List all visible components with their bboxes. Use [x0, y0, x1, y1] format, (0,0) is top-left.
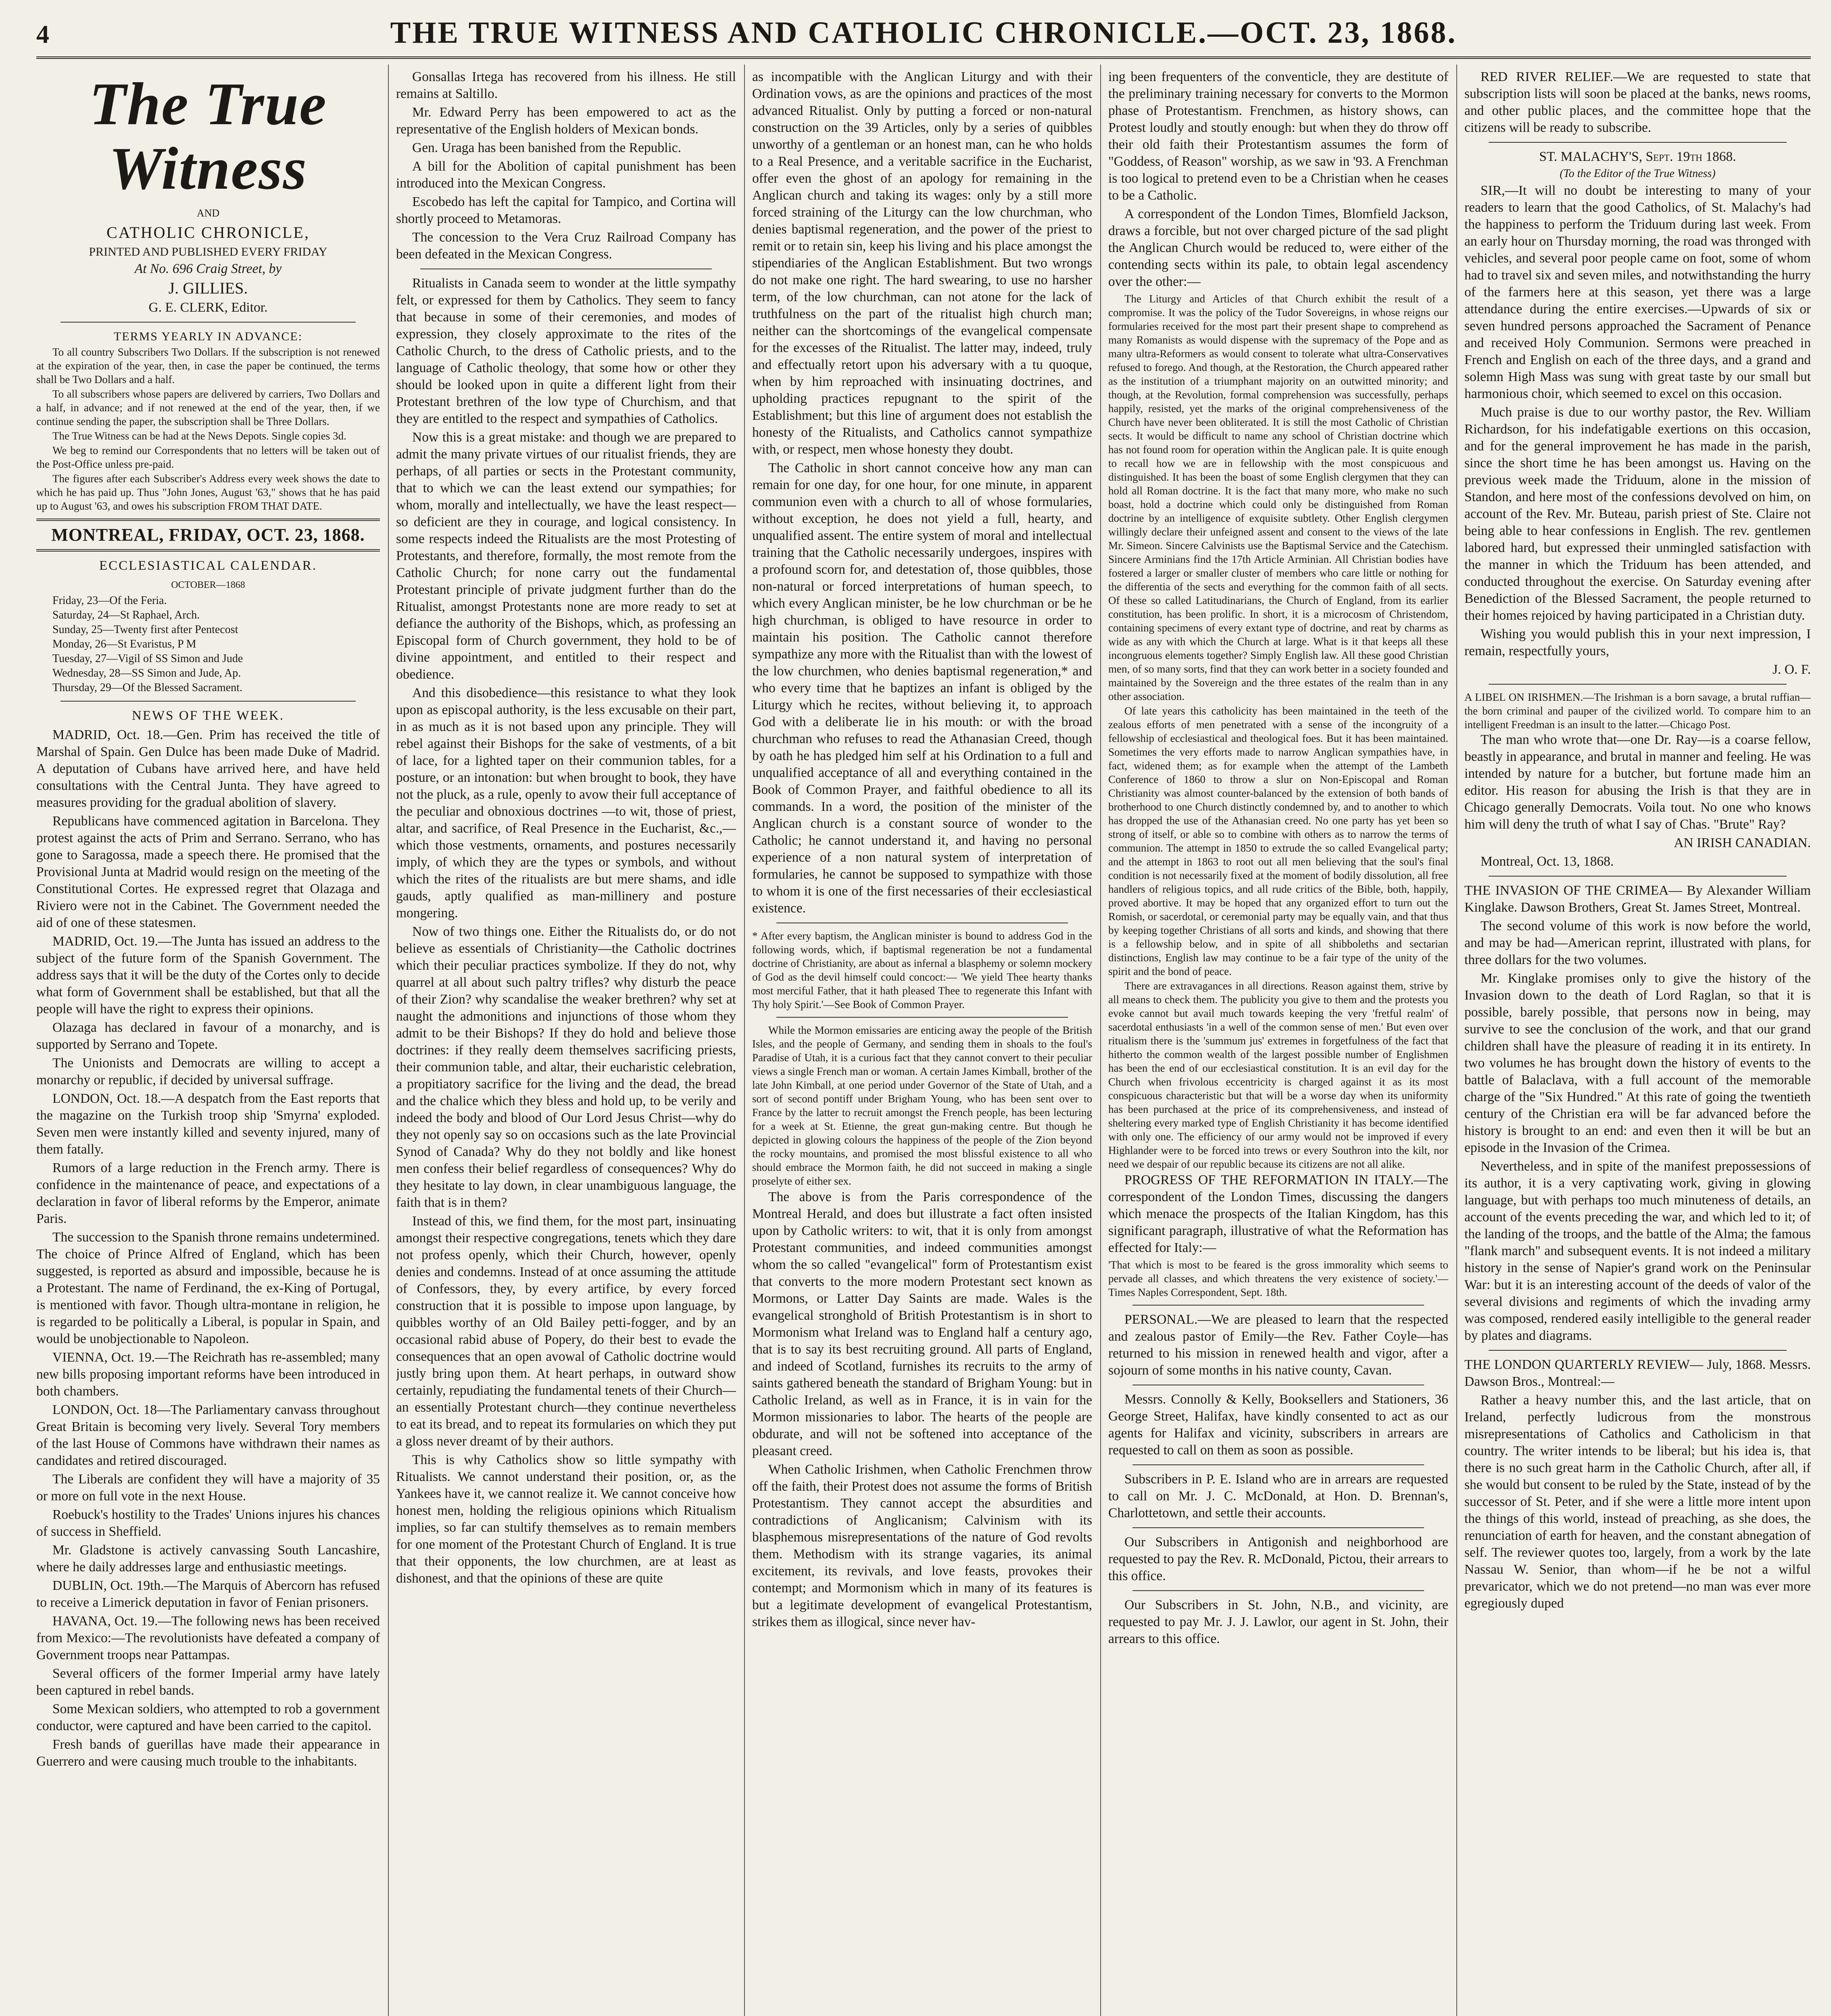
column-5 [1464, 69, 1811, 2016]
article-paragraph: Gen. Uraga has been banished from the Republic. [412, 140, 681, 155]
review-paragraph: The second volume of this work is now before the world, and may be had—American reprint, illustrated with plans, for three dollars for the two volumes. [1464, 918, 1811, 967]
news-item: The Liberals are confident they will have a majority of 35 or more on full vote in the next House. [36, 1472, 380, 1504]
news-item: Some Mexican soldiers, who attempted to rob a government conductor, were captured and have been carried to the capitol. [36, 1702, 380, 1733]
calendar-entry: Thursday, 29—Of the Blessed Sacrament. [52, 681, 242, 694]
article-paragraph: The concession to the Vera Cruz Railroad Company has been defeated in the Mexican Congress. [396, 230, 736, 262]
publisher-name: J. GILLIES. [168, 279, 248, 297]
news-heading: NEWS OF THE WEEK. [132, 708, 284, 723]
masthead [36, 12, 1811, 59]
quoted-paragraph: Of late years this catholicity has been maintained in the teeth of the zealous efforts of men penetrated with a sense of the incongruity of a fellowship of ecclesiastical and theological foes. But it has been maintained. Sometimes the very efforts made to narrow Anglican sympathies have, in fact, widened them; as for example when the attempt of the Lambeth Conference of 1860 to throw a slur on Non-Episcopal and Roman Christianity was almost counter-balanced by the extension of both bands of brotherhood to one Church distinctly condemned by, and to another to which has dropped the use of the Athanasian creed. No one party has yet been so strong of itself, or able so to combine with others as to narrow the terms of communion. The attempt in 1850 to extrude the so called Evangelical party; and the attempt in 1863 to root out all men believing that the soul's final condition is not necessarily fixed at the moment of bodily dissolution, all free handlers of religious topics, and all rude critics of the Bible, both, happily, proved abortive. It may be hoped that any organized effort to turn out the Romish, or sacerdotal, or ceremonial party may be equally vain, and that thus by keeping together Christians of all sorts and kinds, and showing that there is a fellowship below, and in spite of all shibboleths and sectarian distinctions, English law may continue to be a fair type of the unity of the spirit and the bond of peace. [1108, 705, 1448, 977]
terms-item: To all country Subscribers Two Dollars. If the subscription is not renewed at the expiration of the year, then, in case the paper be continued, the terms shall be Two Dollars and a half. [36, 346, 380, 385]
news-item: The Unionists and Democrats are willing to accept a monarchy or republic, if decided by universal suffrage. [36, 1056, 380, 1087]
divider [60, 322, 356, 323]
red-river-item [1464, 69, 1811, 136]
paper-subtitle: CATHOLIC CHRONICLE, [106, 223, 310, 242]
quarterly-intro: — July, 1868. Messrs. Dawson Bros., Montreal:— [1464, 1357, 1811, 1389]
calendar-entry: Saturday, 24—St Raphael, Arch. [52, 609, 200, 621]
column-1 [36, 69, 380, 2016]
news-item: The succession to the Spanish throne remains undetermined. The choice of Prince Alfred of England, which has been suggested, is reported as absurd and impossible, because he is a Protestant. The name of Ferdinand, the ex-King of Portugal, is mentioned with favor. Though ultra-montane in religion, he is regarded to be politically a Liberal, is popular in Spain, and would be unobjectionable to Napoleon. [36, 1230, 380, 1346]
news-block [36, 727, 380, 1770]
terms-block [36, 345, 380, 513]
double-rule [36, 549, 380, 552]
calendar-entry: Tuesday, 27—Vigil of SS Simon and Jude [52, 652, 243, 665]
column-4 [1108, 69, 1448, 2016]
news-item: Roebuck's hostility to the Trades' Unions injures his chances of success in Sheffield. [36, 1507, 380, 1539]
editor-name: G. E. CLERK, Editor. [148, 300, 268, 315]
article-paragraph: as incompatible with the Anglican Liturgy and with their Ordination vows, as are the opinions and practices of the most advanced Ritualist. Only by putting a forced or non-natural construction on the 39 Articles, only by a series of quibbles unworthy of a gentleman or an honest man, can he who holds to a Real Presence, and a veritable sacrifice in the Eucharist, offer even the ghost of an apology for remaining in the Anglican church and taking its wages: only by a still more forced straining of the Liturgy can the low churchman, who denies baptismal regeneration, and the power of the priest to remit or to retain sin, keep his living and his place amongst the stipendiaries of the Anglican Establishment. But two wrongs do not make one right. The hard swearing, to use no harsher term, of the low churchman, can not atone for the lack of truthfulness on the part of the ritualist high church man; neither can the shortcomings of the evangelical compensate for the excesses of the Ritualist. The latter may, indeed, truly and effectually retort upon his adversary with a tu quoque, when by him reproached with insinuating doctrines, and upholding practices repugnant to the spirit of the Establishment; but this line of argument does not establish the honesty of the Ritualists, and Catholics cannot sympathize with, or respect, men whose honesty they doubt. [752, 69, 1092, 457]
article-paragraph: The above is from the Paris correspondence of the Montreal Herald, and does but illustrate a fact often insisted upon by Catholic writers: to wit, that it is only from amongst Protestant communities, and indeed communities amongst whom the so called "evangelical" form of Protestantism exist that converts to the more modern Protestant sect known as Mormons, or Latter Day Saints are made. Wales is the evangelical stronghold of British Protestantism is in short to Mormonism what Ireland was to England half a century ago, that is to say its best recruiting ground. All parts of England, and indeed of Scotland, furnishes its recruits to the army of saints gathered beneath the standard of Brigham Young: but in Catholic Ireland, as well as in France, it is in vain for the Mormon missionaries to labor. The hearts of the people are obdurate, and will not be softened into acceptance of the pleasant creed. [752, 1189, 1092, 1458]
news-item: MADRID, Oct. 18.—Gen. Prim has received the title of Marshal of Spain. Gen Dulce has been made Duke of Madrid. A deputation of Cubans have arrived here, and have held consultations with the Central Junta. They have agreed to measures providing for the gradual abolition of slavery. [36, 727, 380, 810]
news-item: LONDON, Oct. 18—The Parliamentary canvass throughout Great Britain is becoming very lively. Several Tory members of the last House of Commons have withdrawn their names as candidates and retired discouraged. [36, 1402, 380, 1468]
quoted-block [752, 1023, 1092, 1188]
red-river-text: —We are requested to state that subscription lists will soon be placed at the banks, news rooms, and other public places, and the committee hope that the citizens will be ready to subscribe. [1464, 69, 1811, 135]
page-number-left: 4 [36, 20, 49, 48]
dateline: MONTREAL, FRIDAY, OCT. 23, 1868. [51, 525, 365, 545]
news-item: Fresh bands of guerillas have made their appearance in Guerrero and were causing much trouble to the inhabitants. [36, 1737, 380, 1769]
progress-quote: 'That which is most to be feared is the gross immorality which seems to pervade all classes, and which threatens the very existence of society.'—Times Naples Correspondent, Sept. 18th. [1108, 1259, 1448, 1298]
calendar-heading: ECCLESIASTICAL CALENDAR. [99, 558, 317, 573]
libel-reply: The man who wrote that—one Dr. Ray—is a coarse fellow, beastly in appearance, and brutal in manner and feeling. He was intended by nature for a butcher, but fortune made him an editor. His reason for abusing the Irish is that they are in Chicago generally Democrats. Voila tout. No one who knows him will deny the truth of what I say of Chas. "Brute" Ray? [1464, 732, 1811, 832]
letter-heading: ST. MALACHY'S, Sept. 19th 1868. [1539, 149, 1736, 164]
progress-item [1108, 1172, 1448, 1256]
personal-text: —We are pleased to learn that the respected and zealous pastor of Emily—the Rev. Father Coyle—has returned to his mission in renewed health and vigor, after a sojourn of some months in his native county, Cavan. [1108, 1312, 1448, 1378]
article-paragraph: Ritualists in Canada seem to wonder at the little sympathy felt, or expressed for them by Catholics. They seem to fancy that because in some of their ceremonies, and modes of expression, they closely approximate to the rites of the Catholic Church, to the dress of Catholic priests, and to the language of Catholic theology, that some how or other they should be looked upon in quite a different light from their Protestant brethren of the low type of Churchism, and that they are entitled to the respect and sympathies of Catholics. [396, 276, 736, 426]
article-paragraph: A correspondent of the London Times, Blomfield Jackson, draws a forcible, but not over charged picture of the sad plight the Anglican Church would be reduced to, were either of the contending sects within its pale, to obtain legal ascendency over the other:— [1108, 206, 1448, 289]
news-item: VIENNA, Oct. 19.—The Reichrath has re-assembled; many new bills proposing important reforms have been introduced in both chambers. [36, 1350, 380, 1399]
column-rule [1456, 65, 1457, 2016]
divider [1132, 1464, 1424, 1465]
article-paragraph: The Catholic in short cannot conceive how any man can remain for one day, for one hour, for one minute, in apparent communion even with a church to all of whose formularies, without exception, he does not yield a full, hearty, and unqualified assent. The entire system of moral and intellectual training that the Catholic necessarily undergoes, inspires with a profound scorn for, and detestation of, those quibbles, those non-natural or forced interpretations of human speech, to which every Anglican minister, be he low churchman or be he high churchman, is obliged to have resource in order to maintain his position. The Catholic cannot therefore sympathize any more with the Ritualist than with the lowest of the low churchmen, who denies baptismal regeneration,* and who every time that he baptizes an infant is obliged by the Liturgy which he recites, without believing it, to approach God with a deliberate lie in his mouth: or with the broad churchman who refuses to read the Athanasian Creed, though by oath he has pledged him self at his Ordination to a full and unqualified acceptance of all and everything contained in the Book of Common Prayer, and faithful obedience to all its commands. In a word, the position of the minister of the Anglican church is a constant source of wonder to the Catholic; he cannot understand it, and having no personal experience of a non natural system of interpretation of formularies, he cannot be supposed to sympathize with those to whom it is one of the first necessaries of their ecclesiastical existence. [752, 460, 1092, 916]
article-paragraph: When Catholic Irishmen, when Catholic Frenchmen throw off the faith, their Protest does not assume the forms of British Protestantism. They cannot accept the absurdities and contradictions of Anglicanism; Calvinism with its blasphemous misrepresentations of the nature of God revolts them. Methodism with its strange vagaries, its animal excitement, its revivals, and love feasts, provokes their contempt; and Mormonism which in many of its features is but a legitimate development of evangelical Protestantism, strikes them as illogical, since never hav- [752, 1462, 1092, 1629]
printed-line: PRINTED AND PUBLISHED EVERY FRIDAY [89, 245, 327, 258]
review-paragraph: Nevertheless, and in spite of the manifest prepossessions of its author, it is a very captivating work, giving in glowing language, but with perhaps too much minuteness of details, an account of the events preceding the war, and which led to it; of the landing of the troops, and the battle of the Alma; the famous "flank march" and subsequent events. It is not indeed a military history in the sense of Napier's grand work on the Peninsular War: but it is an interesting account of the deeds of valor of the several divisions and regiments of which the invading army was composed, rendered easily intelligible to the general reader by plates and diagrams. [1464, 1159, 1811, 1343]
quoted-paragraph: There are extravagances in all directions. Reason against them, strive by all means to check them. The publicity you give to them and the protests you evoke cannot but avail much towards keeping the very 'fretful realm' of sacerdotal enthusiasts 'in a well of the common sense of men.' But even over ritualism there is the 'summum jus' extremes in forgetfulness of the fact that hitherto the common wealth of the largest possible number of Englishmen has been the end of our ecclesiastical constitution. It is an evil day for the Church when frivolous eccentricity is charged against it as its most conspicuous characteristic but that will be a worse day when its uniformity has been purchased at the price of its comprehensiveness, and instead of sheltering every marked type of English Christianity it has become identified with only one. The efficiency of our army would not be improved if every Highlander were to be forced into trews or every Southron into the kilt, nor need we despair of our republic because its citizens are not all alike. [1108, 980, 1448, 1170]
article-paragraph: This is why Catholics show so little sympathy with Ritualists. We cannot understand their position, or, as the Yankees have it, we cannot realize it. We cannot conceive how honest men, holding the religious opinions which Ritualism implies, so far can stultify themselves as to remain members for one moment of the Protestant Church of England. It is true that their opponents, the low churchmen, are at least as dishonest, and that the opinions of these are quite [396, 1452, 736, 1586]
column-rule [744, 65, 745, 2016]
calendar-entry: Sunday, 25—Twenty first after Pentecost [52, 623, 238, 636]
news-item: Mr. Gladstone is actively canvassing South Lancashire, where he daily addresses large and enthusiastic meetings. [36, 1543, 380, 1574]
quarterly-item [1464, 1356, 1811, 1390]
agent-notice: Messrs. Connolly & Kelly, Booksellers and Stationers, 36 George Street, Halifax, have kindly consented to act as our agents for Halifax and vicinity, subscribers in arrears are requested to call on them as soon as possible. [1108, 1392, 1448, 1458]
article-paragraph: Mr. Edward Perry has been empowered to act as the representative of the English holders of Mexican bonds. [396, 105, 736, 137]
news-item: Rumors of a large reduction in the French army. There is confidence in the maintenance of peace, and expectations of a declaration in favor of liberal reforms by the Emperor, animate Paris. [36, 1160, 380, 1226]
calendar-entry: Wednesday, 28—SS Simon and Jude, Ap. [52, 667, 241, 679]
calendar-entry: Friday, 23—Of the Feria. [52, 594, 167, 607]
column-rule [388, 65, 389, 2016]
quoted-paragraph: While the Mormon emissaries are enticing away the people of the British Isles, and the people of Germany, and sending them in shoals to the foul's Paradise of Utah, it is a curious fact that they cannot convert to their peculiar views a single French man or woman. A certain James Kimball, brother of the late John Kimball, at one period under Governor of the State of Utah, and a sort of second pontiff under Brigham Young, who has been sent over to France by the latter to recruit amongst the French people, has been lecturing for a week at St. Etienne, the great gun-making centre. But though he depicted in glowing colours the happiness of the people of the Zion beyond the rocky mountains, and promised the most blissful existence to all who should embrace the Mormon faith, he did not succeed in making a single proselyte of either sex. [752, 1024, 1092, 1187]
agent-notice: Subscribers in P. E. Island who are in arrears are requested to call on Mr. J. C. McDonald, at Hon. D. Brennan's, Charlottetown, and settle their accounts. [1108, 1472, 1448, 1520]
paper-title: The True Witness [89, 71, 327, 202]
letter-paragraph: Wishing you would publish this in your next impression, I remain, respectfully yours, [1464, 627, 1811, 658]
divider [1132, 1590, 1424, 1591]
calendar-entry: Monday, 26—St Evaristus, P M [52, 638, 196, 650]
terms-item: The True Witness can be had at the News Depots. Single copies 3d. [52, 430, 346, 442]
libel-signature: AN IRISH CANADIAN. [1674, 835, 1811, 850]
news-item: DUBLIN, Oct. 19th.—The Marquis of Abercorn has refused to receive a Limerick deputation in favor of Fenian prisoners. [36, 1578, 380, 1610]
news-item: HAVANA, Oct. 19.—The following news has been received from Mexico:—The revolutionists have defeated a company of Government troops near Pattampas. [36, 1614, 380, 1662]
progress-heading: PROGRESS OF THE REFORMATION IN ITALY. [1124, 1173, 1414, 1187]
letter-address: (To the Editor of the True Witness) [1560, 167, 1716, 180]
article-paragraph: Now this is a great mistake: and though we are prepared to admit the many private virtues of our ritualist friends, they are perhaps, of all parties or sects in the Protestant community, that to which we can the least extend our sympathies; for whom, morally and intellectually, we have the least respect—so deficient are they in courage, and logical consistency. In some respects indeed the Ritualists are the most Protesting of Protestants, and therefore, formally, the most remote from the Catholic Church; for none carry out the fundamental Protestant principle of private judgment further than do the Ritualist, amongst Protestants none are more ready to set at defiance the authority of the Bishops, which, as professing an Episcopal form of Church government, they hold to be of divine appointment, and entitled to their respect and obedience. [396, 430, 736, 682]
article-paragraph: Escobedo has left the capital for Tampico, and Cortina will shortly proceed to Metamoras. [396, 194, 736, 226]
divider [1489, 142, 1787, 143]
news-item: LONDON, Oct. 18.—A despatch from the East reports that the magazine on the Turkish troop ship 'Smyrna' exploded. Seven men were instantly killed and seventy injured, many of them fatally. [36, 1091, 380, 1157]
review-paragraph: Mr. Kinglake promises only to give the history of the Invasion down to the death of Lord Raglan, so that it is possible, barely possible, that persons now in being, may survive to see the conclusion of the work, and that our grand children shall have the pleasure of reading it in its entirety. In two volumes he has brought down the history of events to the battle of Balaclava, with a full account of the memorable charge of the "Six Hundred." At this rate of going the twentieth century of the Christian era will be far advanced before the history is brought to an end: and even then it will be but an episode in the Invasion of the Crimea. [1464, 971, 1811, 1155]
divider [776, 1017, 1068, 1018]
letter-paragraph: SIR,—It will no doubt be interesting to many of your readers to learn that the good Catholics, of St. Malachy's had the happiness to perform the Triduum during last week. From an early hour on Thursday morning, the road was thronged with vehicles, and several poor people came on foot, some of whom had to travel six and seven miles, and notwithstanding the hurry of the farmers here at this season, yet there was a large attendance during the entire exercises.—Upwards of six or seven hundred persons approached the Sacrament of Penance and received Holy Communion. Sermons were preached in French and English on each of the three days, and a grand and solemn High Mass was sung with great taste by our small but harmonious choir, which seemed to excel on this occasion. [1464, 183, 1811, 401]
article-paragraph: Gonsallas Irtega has recovered from his illness. He still remains at Saltillo. [396, 69, 736, 101]
crimea-intro: — By Alexander William Kinglake. Dawson Brothers, Great St. James Street, Montreal. [1464, 883, 1811, 915]
crimea-heading: THE INVASION OF THE CRIMEA [1464, 883, 1669, 898]
column-2 [396, 69, 736, 2016]
running-head: THE TRUE WITNESS AND CATHOLIC CHRONICLE.—OCT. 23, 1868. [390, 16, 1457, 50]
personal-item [1108, 1311, 1448, 1379]
terms-item: The figures after each Subscriber's Address every week shows the date to which he has paid up. Thus "John Jones, August '63," shows that he has paid up to August '63, and owes his subscription FROM THAT DATE. [36, 473, 380, 512]
article-paragraph: Instead of this, we find them, for the most part, insinuating amongst their respective congregations, tenets which they dare not profess openly, which their Church, however, openly denies and condemns. Instead of at once assuming the attitude of Confessors, they, by every artifice, by every forced construction that it is possible to impose upon language, by quibbles worthy of an Old Bailey petti-fogger, and by an occasional rabid abuse of Popery, do their best to evade the consequences that an open avowal of Catholic doctrine would justly bring upon them. At heart perhaps, in outward show certainly, repudiating the fundamental tenets of their Church—an essentially Protestant church—they continue nevertheless to eat its bread, and to repeat its formularies on which they put a gloss never dreamt of by their authors. [396, 1214, 736, 1449]
column-3 [752, 69, 1092, 2016]
terms-item: To all subscribers whose papers are delivered by carriers, Two Dollars and a half, in advance; and if not renewed at the end of the year, then, if we continue sending the paper, the subscription shall be Three Dollars. [36, 388, 380, 427]
news-item: MADRID, Oct. 19.—The Junta has issued an address to the subject of the future form of the Spanish Government. The address says that it will be the duty of the Cortes only to decide what form of Government shall be established, but that all the people will have the right to express their opinions. [36, 934, 380, 1016]
divider [1489, 684, 1787, 685]
divider [1132, 1305, 1424, 1306]
double-rule [36, 519, 380, 521]
terms-heading: TERMS YEARLY IN ADVANCE: [113, 330, 303, 343]
quoted-block [1108, 292, 1448, 1171]
address-line: At No. 696 Craig Street, by [134, 261, 282, 276]
divider [60, 701, 356, 702]
masthead-and: AND [196, 207, 220, 219]
calendar-month: OCTOBER—1868 [171, 580, 245, 590]
divider [1489, 876, 1787, 877]
news-item: Several officers of the former Imperial army have lately been captured in rebel bands. [36, 1666, 380, 1698]
divider [1132, 1527, 1424, 1528]
libel-quote: A LIBEL ON IRISHMEN.—The Irishman is a born savage, a brutal ruffian—the born criminal and pauper of the civilized world. To compare him to an intelligent Freedman is an insult to the latter.—Chicago Post. [1464, 691, 1811, 731]
article-paragraph: And this disobedience—this resistance to what they look upon as episcopal authority, is the less excusable on their part, in as much as it is not based upon any principle. They will rebel against their Bishops for the sake of vestments, of a bit of lace, for a lighted taper on their communion tables, for a posture, or an intonation: but when brought to book, they have not the pluck, as a rule, openly to avow their full acceptance of the peculiar and obnoxious doctrines —to wit, those of priest, altar, and sacrifice, of Real Presence in the Eucharist, &c.,—which those vestments, ornaments, and postures necessarily imply, of which they are the types or symbols, and without which the rites of the ritualists are but mere shams, and idle gauds, aptly qualified as man-millinery and posture mongering. [396, 685, 736, 921]
letter-paragraph: Much praise is due to our worthy pastor, the Rev. William Richardson, for his indefatigable exertions on this occasion, and for the general improvement he has made in the parish, since the short time he has been amongst us. Having on the previous week made the Triduum, alone in the mission of Standon, and here most of the confessions devolved on him, on account of the Rev. Mr. Buteau, parish priest of Ste. Claire not being able to hear confessions in English. The rev. gentlemen labored hard, but expressed their unmingled satisfaction with the manner in which the Triduum has been attended, and conducted throughout the exercise. On Saturday evening after Benediction of the Blessed Sacrament, the people returned to their homes rejoiced by having participated in a Christian duty. [1464, 405, 1811, 623]
agent-notice: Our Subscribers in Antigonish and neighborhood are requested to pay the Rev. R. McDonald, Pictou, their arrears to this office. [1108, 1535, 1448, 1583]
crimea-item [1464, 882, 1811, 916]
footnote: * After every baptism, the Anglican minister is bound to address God in the following words, which, if baptismal regeneration be not a fundamental doctrine of Christianity, are about as infernal a blasphemy or solemn mockery of God as the devil himself could concoct:— 'We yield Thee hearty thanks most merciful Father, that it hath pleased Thee to regenerate this Infant with Thy holy Spirit.'—See Book of Common Prayer. [752, 930, 1092, 1010]
terms-item: We beg to remind our Correspondents that no letters will be taken out of the Post-Office unless pre-paid. [36, 444, 380, 470]
agent-notice: Our Subscribers in St. John, N.B., and vicinity, are requested to pay Mr. J. J. Lawlor, our agent in St. John, their arrears to this office. [1108, 1597, 1448, 1646]
quarterly-heading: THE LONDON QUARTERLY REVIEW [1464, 1357, 1690, 1372]
progress-text: —The correspondent of the London Times, discussing the dangers which menace the prospects of the Italian Kingdom, has this significant paragraph, illustrative of what the Reformation has effected for Italy:— [1108, 1173, 1448, 1255]
quoted-paragraph: The Liturgy and Articles of that Church exhibit the result of a compromise. It was the policy of the Tudor Sovereigns, in whose reigns our formularies received for the most part their present shape to comprehend as many Romanists as would dispense with the supremacy of the Pope and as many ultra-Reformers as would consent to tolerate what ultra-Conservatives refused to forego. And though, at the Restoration, the Church appeared rather as the institution of a triumphant majority on an outwitted minority; and though, at the Revolution, formal comprehension was successfully, perhaps happily, resisted, yet the marks of the original comprehensiveness of the Church have never been obliterated. It is still the most Catholic of Christian sects. It would be difficult to name any school of Christian doctrine which has not found room for operation within the Anglican pale. It is quite enough to recall how we are in fellowship with the most conspicuous and distinguished. It has been the boast of some English clergymen that they can hold all Roman doctrine. It is the fact that many more, who make no such boast, hold a doctrine which could only be distinguished from Roman doctrine by an intelligence of exquisite subtlety. Other English clergymen willingly declare their unfeigned assent and consent to the views of the late Mr. Simeon. Sincere Calvinists use the Baptismal Service and the Catechism. Sincere Arminians find the 17th Article Arminian. All Christian bodies have fostered a larger or smaller cluster of members who care little or nothing for the differentia of the sects and everything for the common faith of all sects. Of these so called Latitudinarians, the Church of England, from its earlier constitution, has been prolific. In short, it is a microcosm of Christendom, containing specimens of every extant type of doctrine, and reat by charms as wide as any with which the Church at large. What is it that keeps all these incongruous elements together? Simply English law. All these good Christian men, of so many sorts, find that they can work better in a society founded and maintained by the Sovereign and the three estates of the realm than in any other association. [1108, 293, 1448, 702]
calendar-list [36, 594, 380, 695]
article-paragraph: ing been frequenters of the conventicle, they are destitute of the preliminary training necessary for converts to the Mormon phase of Protestantism. Frenchmen, as history shows, can Protest loudly and stoutly enough: but when they do throw off their old faith their Protestantism assumes the form of "Goddess, of Reason" worship, as we saw in '93. A Frenchman is too logical to pretend even to be a Christian when he ceases to be a Catholic. [1108, 69, 1448, 203]
news-item: Republicans have commenced agitation in Barcelona. They protest against the acts of Prim and Serrano. Serrano, who has gone to Saragossa, made a speech there. He promised that the Provisional Junta at Madrid would resign on the meeting of the Constitutional Cortes. He expressed regret that Olazaga and Riviero were not in the Cabinet. The Government needed the aid of one of these statesmen. [36, 814, 380, 930]
divider [1489, 1350, 1787, 1351]
column-rule [1100, 65, 1101, 2016]
letter-signature: J. O. F. [1772, 662, 1811, 677]
news-item: Olazaga has declared in favour of a monarchy, and is supported by Serrano and Topete. [36, 1020, 380, 1052]
red-river-heading: RED RIVER RELIEF. [1481, 69, 1614, 84]
article-paragraph: Now of two things one. Either the Ritualists do, or do not believe as essentials of Christianity—the Catholic doctrines which their peculiar practices symbolize. If they do not, why quarrel at all about such paltry trifles? why disturb the peace of their Zion? why scandalise the weaker brethren? why set at naught the admonitions and injunctions of those whom they admit to be their Bishops? If they do hold and believe those doctrines: if they really deem themselves sacrificing priests, their communion table, and altar, their eucharistic celebration, a propitiatory sacrifice for the living and the dead, the bread and the chalice which they bless and hold up, to be verily and indeed the body and blood of Our Lord Jesus Christ—why do they not openly say so on occasions such as the late Provincial Synod of Canada? Why do they not boldly and like honest men confess their belief regardless of consequences? Why do they hesitate to lay down, in clear unambiguous language, the faith that is in them? [396, 924, 736, 1210]
libel-place: Montreal, Oct. 13, 1868. [1481, 854, 1614, 869]
article-paragraph: A bill for the Abolition of capital punishment has been introduced into the Mexican Congress. [396, 159, 736, 191]
personal-heading: PERSONAL. [1124, 1312, 1198, 1327]
review-paragraph: Rather a heavy number this, and the last article, that on Ireland, perfectly ludicrous from the monstrous misrepresentations of Catholics and Catholicism in that country. The writer intends to be liberal; but his idea is, that there is no such great harm in the Catholic Church, after all, if she would but consent to be ruled by the State, instead of by the successor of St. Peter, and if she were a little more intent upon the things of this world, instead of preaching, as she does, the renunciation of earth for heaven, and the constant abnegation of self. The reviewer quotes too, largely, from a work by the late Nassau W. Senior, than whom—if he be not a wilful prevaricator, which we do not pretend—no man was ever more egregiously duped [1464, 1393, 1811, 1611]
